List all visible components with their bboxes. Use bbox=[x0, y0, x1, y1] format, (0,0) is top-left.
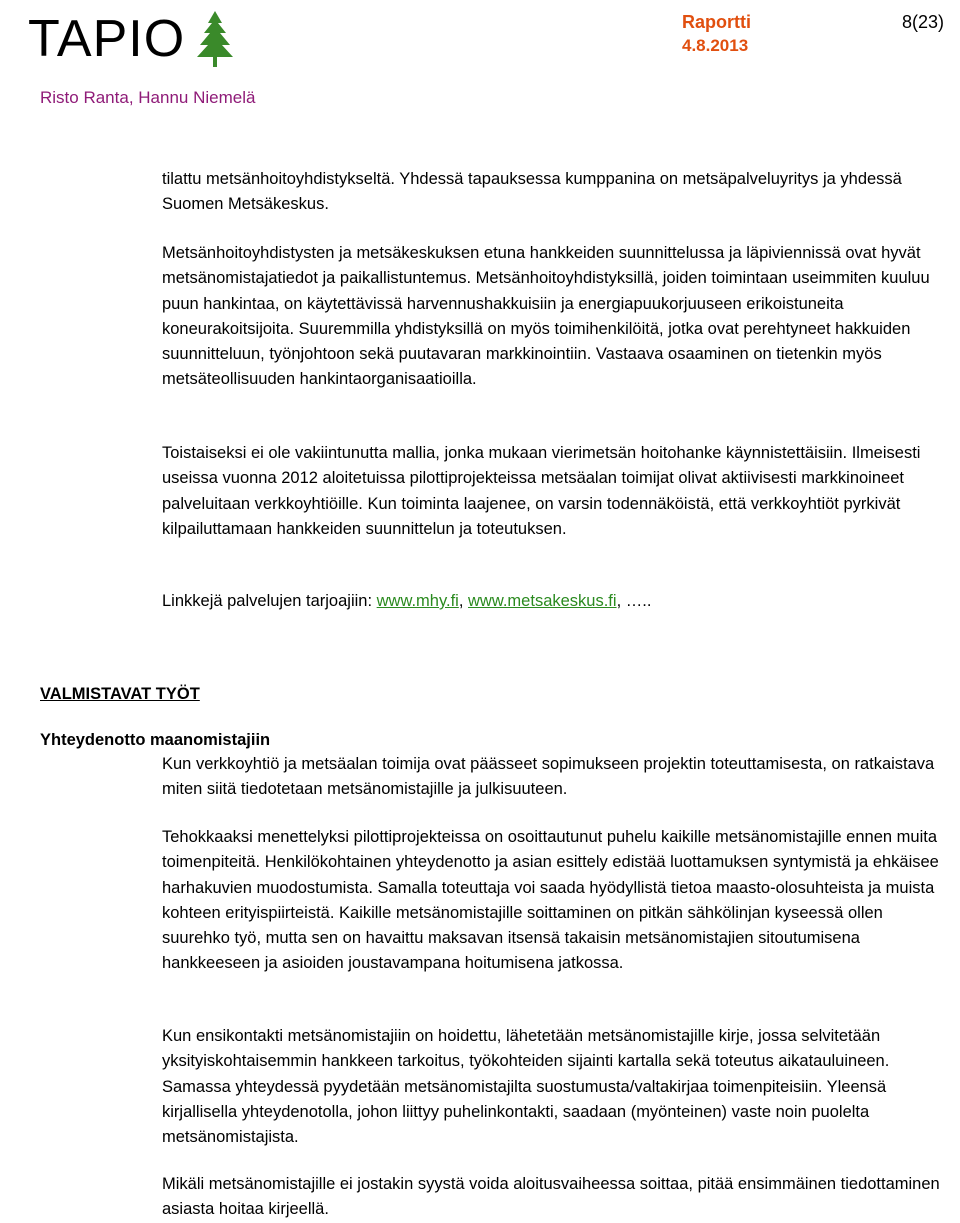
report-label: Raportti bbox=[682, 12, 751, 32]
section-heading: VALMISTAVAT TYÖT bbox=[40, 685, 200, 703]
paragraph-2: Metsänhoitoyhdistysten ja metsäkeskuksen etuna hankkeiden suunnittelussa ja läpiviennissä ovat hyvät metsänomistajatiedot ja paikallistuntemus. Metsänhoitoyhdistyksillä, joiden toimintaan useimmiten kuuluu puun hankintaa, on käytettävissä harvennushakkuisiin ja energiapuukorjuuseen erikoistuneita koneurakoitsijoita. Suuremmilla yhdistyksillä on myös toimihenkilöitä, jotka ovat perehtyneet hakkuiden suunnitteluun, työnjohtoon sekä puutavaran markkinointiin. Vastaava osaaminen on tietenkin myös metsäteollisuuden hankintaorganisaatioilla. bbox=[162, 244, 930, 389]
link-mhy[interactable]: www.mhy.fi bbox=[376, 592, 459, 610]
page-number: 8(23) bbox=[901, 12, 944, 32]
links-paragraph bbox=[162, 589, 952, 614]
links-intro: Linkkejä palvelujen tarjoajiin: bbox=[162, 592, 377, 610]
page-header bbox=[0, 0, 960, 120]
paragraph-1: tilattu metsänhoitoyhdistykseltä. Yhdessä tapauksessa kumppanina on metsäpalveluyritys ja yhdessä Suomen Metsäkeskus. bbox=[162, 170, 902, 214]
paragraph-3: Toistaiseksi ei ole vakiintunutta mallia, jonka mukaan vierimetsän hoitohanke käynnistettäisiin. Ilmeisesti useissa vuonna 2012 aloitetuissa pilottiprojekteissa metsäalan toimijat olivat aktiivisesti markkinoineet palveluitaan verkkoyhtiöille. Kun toiminta laajenee, on varsin todennäköistä, että verkkoyhtiöt pyrkivät kilpailuttamaan hankkeiden suunnittelun ja toteutuksen. bbox=[162, 444, 921, 538]
authors: Risto Ranta, Hannu Niemelä bbox=[40, 88, 256, 107]
paragraph-6: Kun ensikontakti metsänomistajiin on hoidettu, lähetetään metsänomistajille kirje, jossa selvitetään yksityiskohtaisemmin hankkeen tarkoitus, työkohteiden sijainti kartalla sekä toteutus aikatauluineen. Samassa yhteydessä pyydetään metsänomistajilta suostumusta/valtakirjaa toimenpiteisiin. Yleensä kirjallisella yhteydenotolla, johon liittyy puhelinkontakti, saadaan (myönteinen) vaste noin puolelta metsänomistajista. bbox=[162, 1027, 890, 1147]
paragraph-4: Kun verkkoyhtiö ja metsäalan toimija ovat päässeet sopimukseen projektin toteuttamisesta, on ratkaistava miten siitä tiedotetaan metsänomistajille ja julkisuuteen. bbox=[162, 755, 935, 799]
paragraph-5: Tehokkaaksi menettelyksi pilottiprojekteissa on osoittautunut puhelu kaikille metsänomistajille ennen muita toimenpiteitä. Henkilökohtainen yhteydenotto ja asian esittely edistää luottamuksen syntymistä ja ehkäisee harhakuvien muodostumista. Samalla toteuttaja voi saada hyödyllistä tietoa maasto-olosuhteista ja muista kohteen erityispiirteistä. Kaikille metsänomistajille soittaminen on pitkän sähkölinjan kyseessä ollen suurehko työ, mutta sen on havaittu maksavan itsensä takaisin metsänomistajien sitoutumisena hankkeeseen ja asioiden joustavampana hoitumisena jatkossa. bbox=[162, 828, 939, 973]
report-date: 4.8.2013 bbox=[682, 36, 749, 55]
paragraph-7: Mikäli metsänomistajille ei jostakin syystä voida aloitusvaiheessa soittaa, pitää ensimmäinen tiedottaminen asiasta hoitaa kirjeellä. bbox=[162, 1175, 940, 1219]
spruce-tree-icon bbox=[195, 11, 235, 67]
links-tail: , ….. bbox=[616, 592, 652, 610]
tapio-logo bbox=[28, 8, 238, 70]
subsection-heading: Yhteydenotto maanomistajiin bbox=[40, 731, 271, 749]
link-separator: , bbox=[458, 592, 469, 610]
link-metsakeskus[interactable]: www.metsakeskus.fi bbox=[468, 592, 617, 610]
logo-text: TAPIO bbox=[28, 10, 186, 68]
